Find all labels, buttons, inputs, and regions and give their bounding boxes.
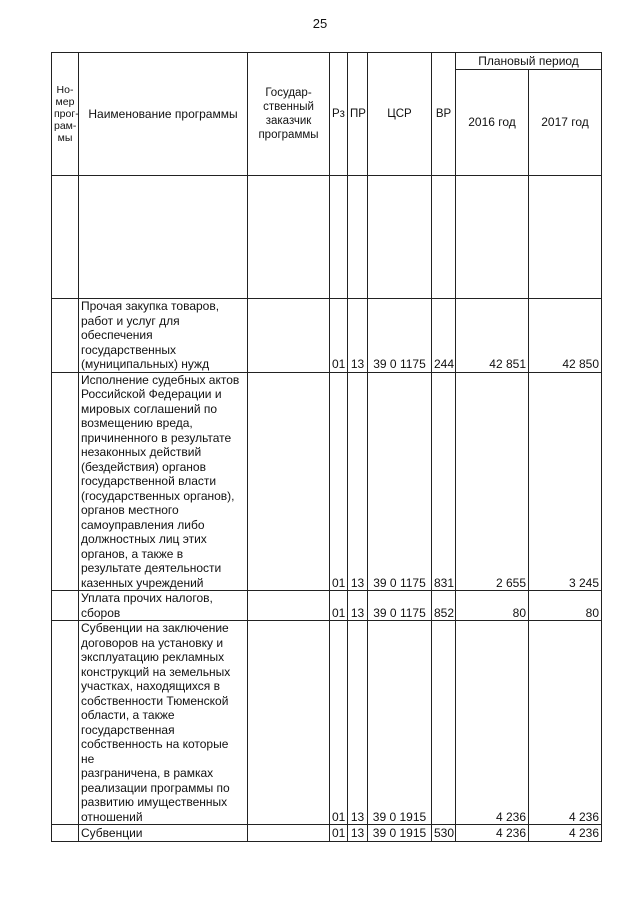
table-row bbox=[52, 299, 602, 373]
table-row bbox=[52, 591, 602, 621]
program-number-cell bbox=[52, 591, 79, 621]
rz-cell: 01 bbox=[330, 299, 348, 373]
header-planned-period: Плановый период bbox=[456, 53, 602, 70]
pr-cell: 13 bbox=[348, 621, 368, 825]
vr-cell: 244 bbox=[432, 299, 456, 373]
amount-2017-cell: 4 236 bbox=[529, 621, 602, 825]
amount-2016-cell: 42 851 bbox=[456, 299, 529, 373]
table-row bbox=[52, 621, 602, 825]
pr-cell: 13 bbox=[348, 372, 368, 591]
csr-cell: 39 0 1915 bbox=[368, 825, 432, 842]
header-vr: ВР bbox=[432, 53, 456, 176]
rz-cell: 01 bbox=[330, 591, 348, 621]
header-rz: Рз bbox=[330, 53, 348, 176]
customer-cell bbox=[248, 825, 330, 842]
vr-cell: 831 bbox=[432, 372, 456, 591]
program-name-cell: Исполнение судебных актов Российской Федерации и мировых соглашений по возмещению вреда, причиненного в результате незаконных действий (бездействия) органов государственной власти (государственных органов), органов местного самоуправления либо должностных лиц этих органов, а также в результате деятельности казенных учреждений bbox=[79, 372, 248, 591]
amount-2017-cell: 3 245 bbox=[529, 372, 602, 591]
header-customer: Государ- ственный заказчик программы bbox=[248, 53, 330, 176]
amount-2017-cell: 80 bbox=[529, 591, 602, 621]
amount-2016-cell: 2 655 bbox=[456, 372, 529, 591]
budget-table bbox=[51, 52, 602, 842]
program-name-cell: Субвенции bbox=[79, 825, 248, 842]
vr-cell: 852 bbox=[432, 591, 456, 621]
csr-cell: 39 0 1175 bbox=[368, 591, 432, 621]
amount-2017-cell: 4 236 bbox=[529, 825, 602, 842]
amount-2016-cell: 4 236 bbox=[456, 621, 529, 825]
amount-2016-cell: 80 bbox=[456, 591, 529, 621]
customer-cell bbox=[248, 299, 330, 373]
header-program-name: Наименование программы bbox=[79, 53, 248, 176]
table-row bbox=[52, 825, 602, 842]
pr-cell: 13 bbox=[348, 825, 368, 842]
header-pr: ПР bbox=[348, 53, 368, 176]
csr-cell: 39 0 1175 bbox=[368, 299, 432, 373]
customer-cell bbox=[248, 591, 330, 621]
header-year-2016: 2016 год bbox=[456, 70, 529, 176]
program-number-cell bbox=[52, 621, 79, 825]
program-number-cell bbox=[52, 825, 79, 842]
header-year-2017: 2017 год bbox=[529, 70, 602, 176]
amount-2016-cell: 4 236 bbox=[456, 825, 529, 842]
vr-cell: 530 bbox=[432, 825, 456, 842]
program-name-cell: Уплата прочих налогов, сборов bbox=[79, 591, 248, 621]
table-spacer-row bbox=[52, 176, 602, 299]
rz-cell: 01 bbox=[330, 621, 348, 825]
program-name-cell: Прочая закупка товаров, работ и услуг для обеспечения государственных (муниципальных) нужд bbox=[79, 299, 248, 373]
customer-cell bbox=[248, 621, 330, 825]
header-csr: ЦСР bbox=[368, 53, 432, 176]
amount-2017-cell: 42 850 bbox=[529, 299, 602, 373]
csr-cell: 39 0 1175 bbox=[368, 372, 432, 591]
csr-cell: 39 0 1915 bbox=[368, 621, 432, 825]
rz-cell: 01 bbox=[330, 372, 348, 591]
program-number-cell bbox=[52, 372, 79, 591]
table-row bbox=[52, 372, 602, 591]
program-number-cell bbox=[52, 299, 79, 373]
rz-cell: 01 bbox=[330, 825, 348, 842]
vr-cell bbox=[432, 621, 456, 825]
pr-cell: 13 bbox=[348, 299, 368, 373]
header-program-number: Но- мер прог- рам- мы bbox=[52, 53, 79, 176]
customer-cell bbox=[248, 372, 330, 591]
pr-cell: 13 bbox=[348, 591, 368, 621]
program-name-cell: Субвенции на заключение договоров на установку и эксплуатацию рекламных конструкций на земельных участках, находящихся в собственности Тюменской области, а также государственная собственность на которые не разграничена, в рамках реализации программы по развитию имущественных отношений bbox=[79, 621, 248, 825]
page-number: 25 bbox=[312, 16, 328, 31]
